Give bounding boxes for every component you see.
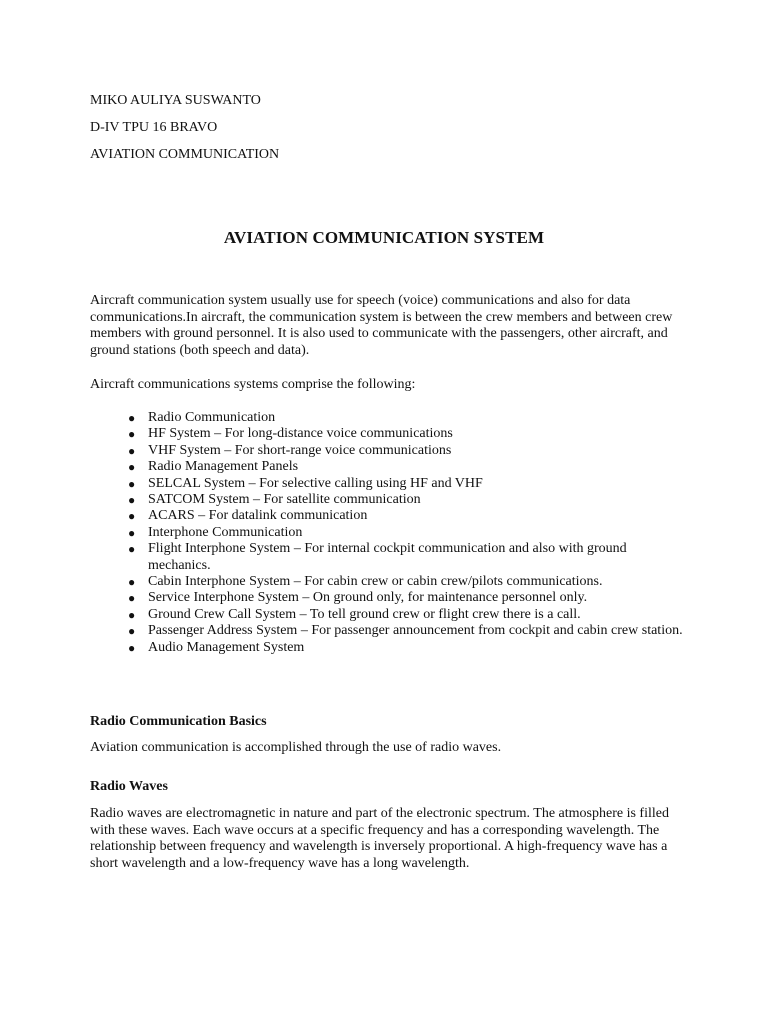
list-item-text: SATCOM System – For satellite communication xyxy=(148,492,421,508)
bullet-icon: ● xyxy=(128,640,136,655)
author-course: AVIATION COMMUNICATION xyxy=(90,147,280,162)
list-item-text: Service Interphone System – On ground only, for maintenance personnel only. xyxy=(148,590,588,606)
list-item-text: Cabin Interphone System – For cabin crew or cabin crew/pilots communications. xyxy=(148,574,603,590)
bullet-icon: ● xyxy=(128,427,136,442)
bullet-icon: ● xyxy=(128,493,136,508)
comprise-paragraph: Aircraft communications systems comprise the following: xyxy=(90,377,416,392)
author-block xyxy=(90,92,279,173)
list-item xyxy=(90,426,690,442)
list-item-text: Audio Management System xyxy=(148,639,305,655)
section-heading-basics: Radio Communication Basics xyxy=(90,714,267,729)
bullet-icon: ● xyxy=(128,542,136,557)
list-item xyxy=(90,525,690,541)
list-item-text: ACARS – For datalink communication xyxy=(148,508,368,524)
list-item-text: Flight Interphone System – For internal cockpit communication and also with ground mechanics. xyxy=(148,541,627,573)
author-name: MIKO AULIYA SUSWANTO xyxy=(90,93,261,108)
list-item-text: Interphone Communication xyxy=(148,524,303,540)
section-text-basics: Aviation communication is accomplished through the use of radio waves. xyxy=(90,740,502,755)
list-item-text: Radio Communication xyxy=(148,410,276,425)
section-text-waves: Radio waves are electromagnetic in nature and part of the electronic spectrum. The atmosphere is filled with these waves. Each wave occurs at a specific frequency and has a corresponding wavelength. The relationship between frequency and wavelength is inversely proportional. A high-frequency wave has a short wavelength and a low-frequency wave has a long wavelength. xyxy=(90,806,669,871)
list-item xyxy=(90,443,690,459)
list-item-text: HF System – For long-distance voice communications xyxy=(148,426,453,442)
list-item xyxy=(90,590,690,606)
author-class: D-IV TPU 16 BRAVO xyxy=(90,120,218,135)
bullet-icon: ● xyxy=(128,509,136,524)
list-item xyxy=(90,574,690,590)
list-item xyxy=(90,508,690,524)
list-item xyxy=(90,410,690,426)
list-item xyxy=(90,541,690,574)
list-item xyxy=(90,623,690,639)
list-item-text: SELCAL System – For selective calling using HF and VHF xyxy=(148,475,483,491)
bullet-icon: ● xyxy=(128,591,136,606)
list-item-text: Radio Management Panels xyxy=(148,459,299,475)
list-item xyxy=(90,607,690,623)
list-item xyxy=(90,459,690,475)
bullet-icon: ● xyxy=(128,443,136,458)
bullet-icon: ● xyxy=(128,624,136,639)
intro-paragraph: Aircraft communication system usually use for speech (voice) communications and also for data communications.In aircraft, the communication system is between the crew members and between crew members with ground personnel. It is also used to communicate with the passengers, other aircraft, and ground stations (both speech and data). xyxy=(90,293,673,358)
bullet-icon: ● xyxy=(128,575,136,590)
document-title: AVIATION COMMUNICATION SYSTEM xyxy=(223,228,545,247)
list-item xyxy=(90,492,690,508)
bullet-icon: ● xyxy=(128,607,136,622)
bullet-icon: ● xyxy=(128,411,136,425)
list-item-text: VHF System – For short-range voice communications xyxy=(148,442,452,458)
list-item xyxy=(90,476,690,492)
bullet-icon: ● xyxy=(128,460,136,475)
bullet-icon: ● xyxy=(128,525,136,540)
list-item-text: Passenger Address System – For passenger announcement from cockpit and cabin crew station. xyxy=(148,623,683,639)
bullet-icon: ● xyxy=(128,476,136,491)
list-item-text: Ground Crew Call System – To tell ground crew or flight crew there is a call. xyxy=(148,606,581,622)
systems-list xyxy=(90,410,690,656)
section-heading-waves: Radio Waves xyxy=(90,779,168,794)
list-item xyxy=(90,640,690,656)
